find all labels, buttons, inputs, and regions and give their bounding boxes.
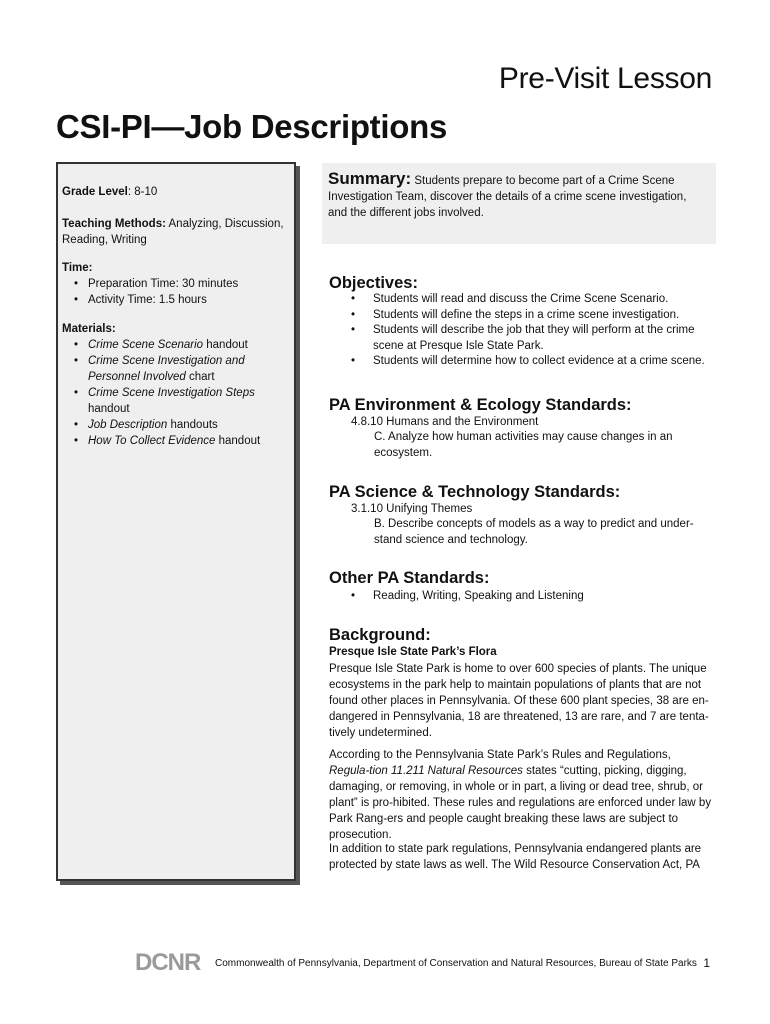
- list-item: • Students will describe the job that they will perform at the crime scene at Presque Isle State Park.: [351, 324, 695, 352]
- list-item: • Students will define the steps in a crime scene investigation.: [329, 308, 714, 324]
- sidebar-box: [56, 162, 296, 881]
- pre-visit-label: Pre-Visit Lesson: [498, 62, 712, 95]
- time-section: [62, 260, 288, 308]
- grade-level-label: Grade Level: [62, 186, 128, 198]
- summary-box: [322, 163, 716, 244]
- list-item: • Students will determine how to collect evidence at a crime scene.: [329, 354, 714, 370]
- summary-heading: Summary:: [328, 169, 412, 188]
- list-item: • Job Description handouts: [74, 419, 218, 431]
- other-standards-item: • Reading, Writing, Speaking and Listening: [351, 589, 711, 605]
- materials-section: [62, 321, 288, 449]
- bullet-icon: •: [74, 278, 79, 290]
- list-item: • Preparation Time: 30 minutes: [74, 278, 239, 290]
- footer-text: Commonwealth of Pennsylvania, Department of Conservation and Natural Resources, Bureau of State Parks: [215, 958, 697, 969]
- teaching-methods-value: Analyzing, Discussion, Reading, Writing: [62, 218, 284, 246]
- page-number: 1: [703, 956, 710, 970]
- bullet-icon: •: [74, 435, 79, 447]
- objectives-heading: Objectives:: [329, 274, 418, 292]
- time-label: Time:: [62, 262, 93, 274]
- bullet-icon: •: [74, 355, 79, 367]
- list-item: • Crime Scene Scenario handout: [74, 339, 248, 351]
- list-item: • Students will read and discuss the Crime Scene Scenario.: [329, 292, 714, 308]
- env-standards-line2: C. Analyze how human activities may cause changes in an ecosystem.: [374, 431, 673, 459]
- bullet-icon: •: [74, 419, 79, 431]
- bullet-icon: •: [74, 387, 79, 399]
- list-item: • Crime Scene Investigation Steps handout: [74, 387, 255, 415]
- background-paragraph-1: Presque Isle State Park is home to over 600 species of plants. The unique ecosystems in the park help to maintain populations of plants that are not found other places in Pennsylvania. Of these 600 plant species, 38 are en-dangered in Pennsylvania, 18 are threatened, 13 are rare, and 7 are tenta-tively undetermined.: [329, 663, 709, 739]
- background-paragraph-3: In addition to state park regulations, Pennsylvania endangered plants are protected by state laws as well. The Wild Resource Conservation Act, PA: [329, 843, 702, 871]
- list-item: • Activity Time: 1.5 hours: [74, 294, 207, 306]
- teaching-methods-label: Teaching Methods:: [62, 218, 166, 230]
- bullet-icon: •: [351, 324, 356, 336]
- bullet-icon: •: [74, 294, 79, 306]
- background-subheading: Presque Isle State Park’s Flora: [329, 646, 497, 658]
- materials-list: [62, 337, 288, 449]
- bullet-icon: •: [351, 308, 356, 321]
- materials-label: Materials:: [62, 323, 116, 335]
- summary-text: Students prepare to become part of a Crime Scene Investigation Team, discover the details of a crime scene investigation, and the different jobs involved.: [328, 175, 687, 219]
- bullet-icon: •: [74, 339, 79, 351]
- dcnr-logo: DCNR: [135, 949, 201, 976]
- grade-level: [62, 184, 288, 200]
- list-item: • Crime Scene Investigation and Personnel Involved chart: [74, 355, 245, 383]
- background-heading: Background:: [329, 626, 431, 644]
- time-list: [62, 276, 288, 308]
- bullet-icon: •: [351, 355, 356, 367]
- bullet-icon: •: [351, 293, 356, 305]
- env-standards-line1: 4.8.10 Humans and the Environment: [351, 416, 539, 428]
- objectives-list: [329, 292, 714, 370]
- page-title: CSI-PI—Job Descriptions: [56, 108, 448, 145]
- list-item: • How To Collect Evidence handout: [74, 435, 261, 447]
- teaching-methods: [62, 216, 288, 248]
- sci-standards-line2: B. Describe concepts of models as a way to predict and under-stand science and technology.: [374, 518, 694, 546]
- env-standards-heading: PA Environment & Ecology Standards:: [329, 396, 632, 414]
- sci-standards-heading: PA Science & Technology Standards:: [329, 483, 621, 501]
- background-paragraph-2: According to the Pennsylvania State Park’s Rules and Regulations, Regula-tion 11.211 Natural Resources states “cutting, picking, digging, damaging, or removing, in whole or in part, a living or dead tree, shrub, or plant” is pro-hibited. These rules and regulations are enforced under law by Park Rang-ers and people caught breaking these laws are subject to prosecution.: [329, 749, 712, 841]
- grade-level-value: : 8-10: [127, 186, 158, 198]
- bullet-icon: •: [351, 590, 356, 602]
- other-standards-heading: Other PA Standards:: [329, 569, 490, 587]
- sci-standards-line1: 3.1.10 Unifying Themes: [351, 503, 473, 515]
